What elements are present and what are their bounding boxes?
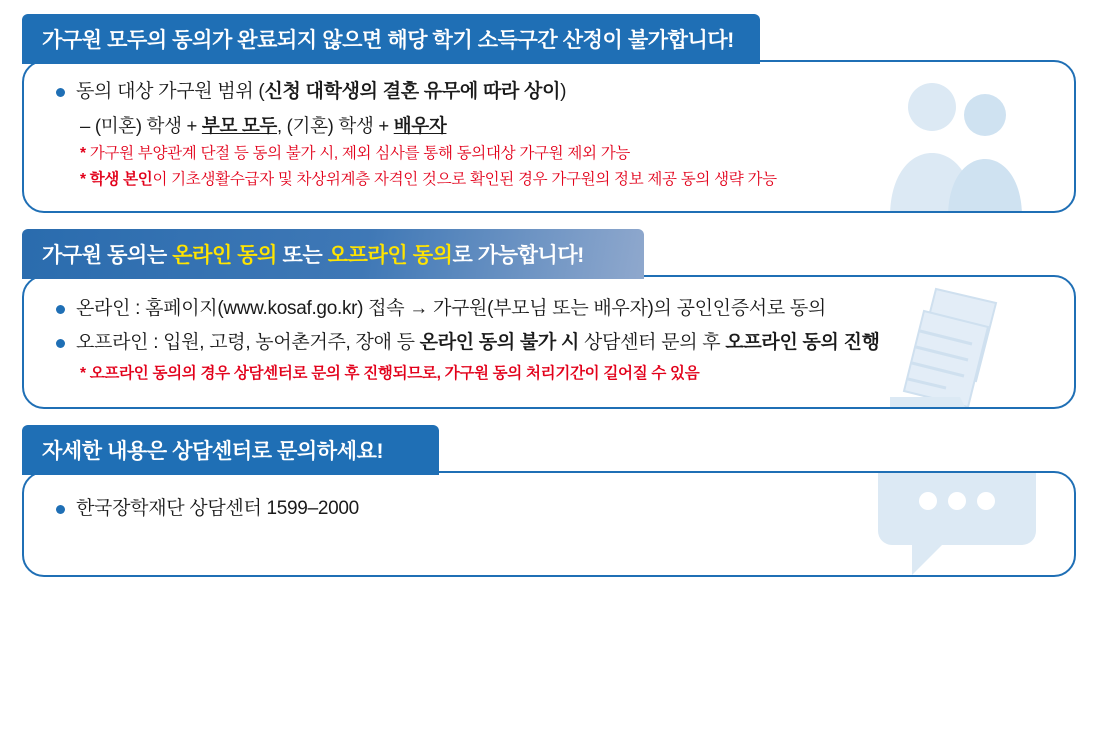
section-3-header: 자세한 내용은 상담센터로 문의하세요! [22,425,439,475]
offline-pre: 오프라인 : 입원, 고령, 농어촌거주, 장애 등 [76,331,420,353]
note-text: 오프라인 동의의 경우 상담센터로 문의 후 진행되므로, 가구원 동의 처리기간이 길어질 수 있음 [85,365,700,383]
note-text: 이 기초생활수급자 및 차상위계층 자격인 것으로 확인된 경우 가구원의 정보 제공 동의 생략 가능 [152,170,777,188]
call-center-number: 한국장학재단 상담센터 1599–2000 [76,498,359,520]
dash-marker: – [80,114,90,136]
header-part-1: 가구원 동의는 [42,244,173,268]
bullet-1-post: ) [560,81,567,102]
section-1-bullet-list [54,78,1046,106]
note-star: * [80,144,86,162]
list-item [54,295,1046,323]
section-contact-center [22,425,1076,577]
online-consent-text: 온라인 : 홈페이지(www.kosaf.go.kr) 접속 → 가구원(부모님 또는 배우자)의 공인인증서로 동의 [76,298,826,320]
header-part-online: 온라인 동의 [172,244,278,268]
subline-part1: (미혼) 학생 + [90,114,202,136]
section-1-body [22,60,1076,213]
section-2-header [22,229,644,279]
section-1-subline [80,112,1046,138]
offline-mid: 상담센터 문의 후 [579,331,726,353]
section-consent-methods [22,229,1076,409]
header-part-or: 또는 [277,244,328,268]
bullet-1-pre: 동의 대상 가구원 범위 ( [76,81,265,102]
list-item [54,329,1046,357]
header-part-end: 로 가능합니다! [452,244,584,268]
list-item [54,78,1046,106]
header-part-offline: 오프라인 동의 [327,244,453,268]
offline-bold1: 온라인 동의 불가 시 [419,331,580,353]
bullet-1-bold2: 상이 [524,81,561,102]
subline-bold-spouse: 배우자 [393,114,447,136]
list-item [54,495,1046,523]
subline-bold-parents: 부모 모두 [201,114,277,136]
section-2-body [22,275,1076,409]
section-household-consent [22,14,1076,213]
note-star: * [80,170,86,188]
bullet-1-bold1: 신청 대학생의 결혼 유무에 따라 [264,81,525,102]
section-2-bullet-list [54,295,1046,356]
note-star: * [80,365,86,383]
section-3-body [22,471,1076,577]
subline-part2: , (기혼) 학생 + [277,114,394,136]
note-bold-student: 학생 본인 [85,170,153,188]
section-1-note-1 [80,142,1046,165]
section-1-note-2 [80,168,1046,191]
offline-bold2: 오프라인 동의 진행 [725,331,880,353]
chat-bubble-icon [868,471,1038,577]
note-text: 가구원 부양관계 단절 등 동의 불가 시, 제외 심사를 통해 동의대상 가구원 제외 가능 [85,144,631,162]
section-2-note-1 [80,362,1046,385]
section-3-bullet-list [54,495,1046,523]
section-1-header: 가구원 모두의 동의가 완료되지 않으면 해당 학기 소득구간 산정이 불가합니다! [22,14,760,64]
